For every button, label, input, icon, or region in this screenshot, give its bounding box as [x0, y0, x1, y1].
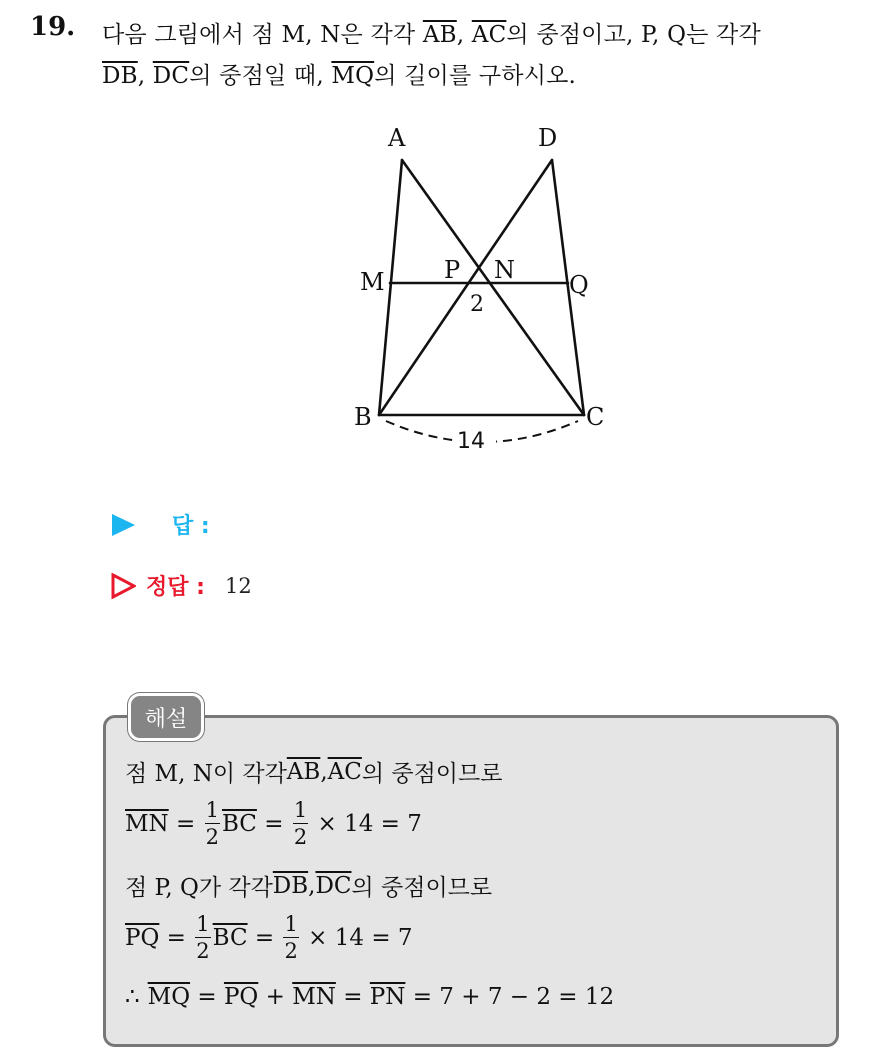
question-text-line-2: $\overline{DB}$, $\overline{DC}$의 중점일 때, $\overline{MQ}$의 길이를 구하시오. — [102, 63, 577, 89]
label-m: M — [360, 268, 385, 296]
correct-answer-value: 12 — [224, 573, 252, 598]
label-p: P — [444, 256, 461, 284]
solution-line-5: ∴ $\overline{MQ}$ = $\overline{PQ}$ + $\overline{MN}$ = $\overline{PN}$ = 7 + 7 − 2 = 12 — [125, 984, 615, 1010]
segment-mq: $\overline{MQ}$ — [331, 63, 375, 89]
correct-answer-label: 정답 : — [146, 575, 205, 600]
question-text-line-1: 다음 그림에서 점 M, N은 각각 $\overline{AB}$, $\overline{AC}$의 중점이고, P, Q는 각각 — [102, 22, 761, 48]
label-bc-length: 14 — [457, 429, 485, 454]
fraction-half: $\frac{1}{2}$ — [284, 912, 298, 963]
segment-d-b — [379, 160, 552, 415]
segment-db: $\overline{DB}$ — [102, 63, 138, 89]
fraction-half: $\frac{1}{2}$ — [205, 798, 219, 849]
label-a: A — [388, 124, 406, 152]
outline-play-icon — [110, 573, 136, 599]
therefore-symbol: ∴ — [125, 984, 140, 1010]
segment-ac: $\overline{AC}$ — [471, 22, 507, 48]
segment-dc: $\overline{DC}$ — [152, 63, 190, 89]
solution-line-3: 점 P, Q가 각각 $\overline{DB}$ , $\overline{DC}$ 의 중점이므로 — [125, 872, 493, 901]
solution-line-2: $\overline{MN}$ = $\frac{1}{2}$ $\overline{BC}$ = $\frac{1}{2}$ × 14 = 7 — [125, 798, 422, 849]
label-c: C — [586, 403, 605, 431]
label-pn-length: 2 — [470, 292, 484, 317]
fraction-half: $\frac{1}{2}$ — [293, 798, 308, 849]
answer-row — [110, 509, 210, 540]
answer-label: 답 : — [172, 514, 210, 539]
label-d: D — [538, 124, 558, 152]
fraction-half: $\frac{1}{2}$ — [196, 912, 210, 963]
label-q: Q — [569, 271, 589, 299]
geometry-figure — [340, 118, 630, 463]
label-b: B — [354, 403, 372, 431]
solution-tag: 해설 — [128, 693, 204, 741]
segment-ab: $\overline{AB}$ — [422, 22, 457, 48]
solution-line-4: $\overline{PQ}$ = $\frac{1}{2}$ $\overline{BC}$ = $\frac{1}{2}$ × 14 = 7 — [125, 912, 413, 963]
label-n: N — [494, 256, 515, 284]
correct-answer-row — [110, 570, 252, 601]
solution-line-1: 점 M, N이 각각 $\overline{AB}$ , $\overline{AC}$ 의 중점이므로 — [125, 758, 503, 787]
play-icon — [110, 513, 136, 537]
question-number: 19. — [30, 12, 76, 42]
